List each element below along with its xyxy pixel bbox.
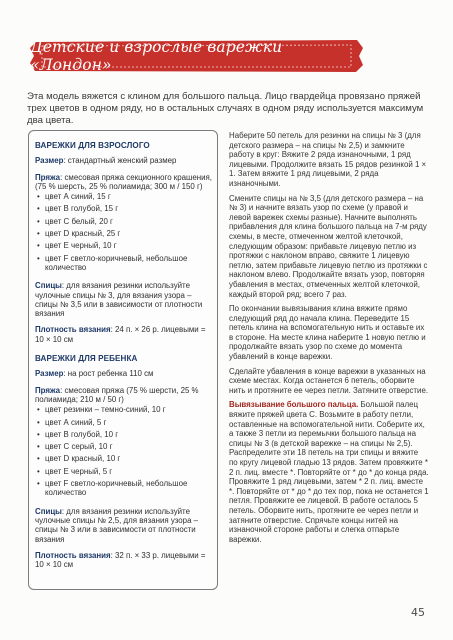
thumb-section-title: Вывязывание большого пальца. — [229, 400, 359, 410]
list-item: • цвет D красный, 25 г — [35, 229, 215, 238]
list-item: • цвет F светло-коричневый, небольшое количество — [35, 254, 215, 273]
list-item: • цвет В голубой, 10 г — [35, 430, 215, 439]
instruction-thumb-gusset: По окончании вывязывания клина вяжите прямо следующий ряд до начала клина. Переведите 15 петель клина на вспомогательную нить и оставьте их в стороне. На месте клина наберите 1 новую петлю и продолжайте вязать узор по схеме до момента убавлений в конце варежки. — [229, 304, 426, 362]
page-title: Детские и взрослые варежки «Лондон» — [30, 38, 283, 74]
title-banner — [30, 39, 363, 73]
page-number: 45 — [411, 606, 425, 619]
child-heading: ВАРЕЖКИ ДЛЯ РЕБЕНКА — [35, 354, 138, 364]
adult-needles: Спицы: для вязания резинки используйте чулочные спицы № 3, для вязания узора – спицы № 3,5 или в зависимости от плотности вязания — [35, 281, 203, 319]
list-item: • цвет А синий, 15 г — [35, 192, 215, 201]
child-yarn: Пряжа: смесовая пряжа (75 % шерсти, 25 % полиамида; 210 м / 50 г) — [35, 385, 199, 404]
list-item: • цвет А синий, 5 г — [35, 418, 215, 427]
child-gauge: Плотность вязания: 32 п. × 33 р. лицевыми = 10 × 10 см — [35, 550, 206, 570]
adult-size: Размер: стандартный женский размер — [35, 156, 177, 166]
list-item: • цвет D красный, 10 г — [35, 454, 215, 463]
instruction-cuff: Наберите 50 петель для резинки на спицы № 3 (для детского размера – на спицы № 2,5) и замкните работу в круг: Вяжите 2 ряда изнаночными, 1 ряд лицевыми. Продолжите вязать 15 рядов резинкой 1 × 1. Затем вяжите 1 ряд лицевыми, 2 ряда изнаночными. — [229, 131, 427, 188]
intro-text: Эта модель вяжется с клином для большого пальца. Лицо гвардейца провязано пряжей трех цветов в одном ряду, но в остальных случаях в одном ряду используется максимум два цвета. — [27, 91, 424, 127]
list-item: • цвет Е черный, 5 г — [35, 467, 215, 476]
list-item: • цвет С белый, 20 г — [35, 217, 215, 226]
list-item: • цвет резинки – темно-синий, 10 г — [35, 405, 215, 414]
child-needles: Спицы: для вязания резинки используйте чулочные спицы № 2,5, для вязания узора – спицы № 3 или в зависимости от плотности вязания — [35, 506, 199, 544]
adult-color-list — [35, 192, 215, 272]
adult-gauge: Плотность вязания: 24 п. × 26 р. лицевыми = 10 × 10 см — [35, 325, 206, 344]
adult-yarn: Пряжа: смесовая пряжа секционного крашения, (75 % шерсть, 25 % полиамида; 300 м / 150 г) — [35, 172, 212, 191]
instruction-pattern: Смените спицы на № 3,5 (для детского размера – на № 3) и начните вязать узор по схеме (у правой и левой варежек схемы разные). Начните выполнять прибавления для клина большого пальца на 7-м ряду схемы, в месте, отмеченном желтой клеточкой, следующим образом: прибавьте лицевую петлю из протяжки с наклоном вправо, свяжите 1 лицевую петлю, затем прибавьте лицевую петлю из протяжки с наклоном влево. Продолжайте вязать узор, повторяя убавления в местах, отмеченных желтой клеточкой, каждый второй ряд; всего 7 раз. — [229, 193, 428, 299]
list-item: • цвет Е черный, 10 г — [35, 241, 215, 250]
instruction-decrease: Сделайте убавления в конце варежки в указанных на схеме местах. Когда останется 6 петель, оборвите нить и протяните ее через петли. Затяните отверстие. — [229, 366, 429, 395]
instruction-thumb: Вывязывание большого пальца. Большой палец вяжите пряжей цвета С. Возьмите в работу петли, оставленные на вспомогательной нити. Соберите их, а также 3 петли из перемычки большого пальца на спицы № 3 (в детской варежке – на спицы № 2,5). Распределите эти 18 петель на три спицы и вяжите по кругу лицевой гладью 13 рядов. Затем провяжите * 2 п. лиц. вместе *. Повторяйте от * до * до конца ряда. Провяжите 1 ряд лицевыми, затем * 2 п. лиц. вместе *. Повторяйте от * до * до тех пор, пока не останется 1 петля. Провяжите ее лицевой. В работе осталось 5 петель. Оборвите нить, протяните ее через петли и затяните отверстие. Спрячьте концы нитей на изнаночной стороне работы и слегка отпарьте варежки. — [229, 400, 429, 544]
adult-heading: ВАРЕЖКИ ДЛЯ ВЗРОСЛОГО — [35, 141, 150, 150]
child-size: Размер: на рост ребенка 110 см — [35, 369, 154, 379]
materials-column — [35, 141, 215, 576]
instructions-column — [229, 131, 429, 549]
list-item: • цвет В голубой, 15 г — [35, 204, 215, 213]
list-item: • цвет С серый, 10 г — [35, 442, 215, 451]
list-item: • цвет F светло-коричневый, небольшое количество — [35, 479, 215, 498]
child-color-list — [35, 405, 215, 497]
